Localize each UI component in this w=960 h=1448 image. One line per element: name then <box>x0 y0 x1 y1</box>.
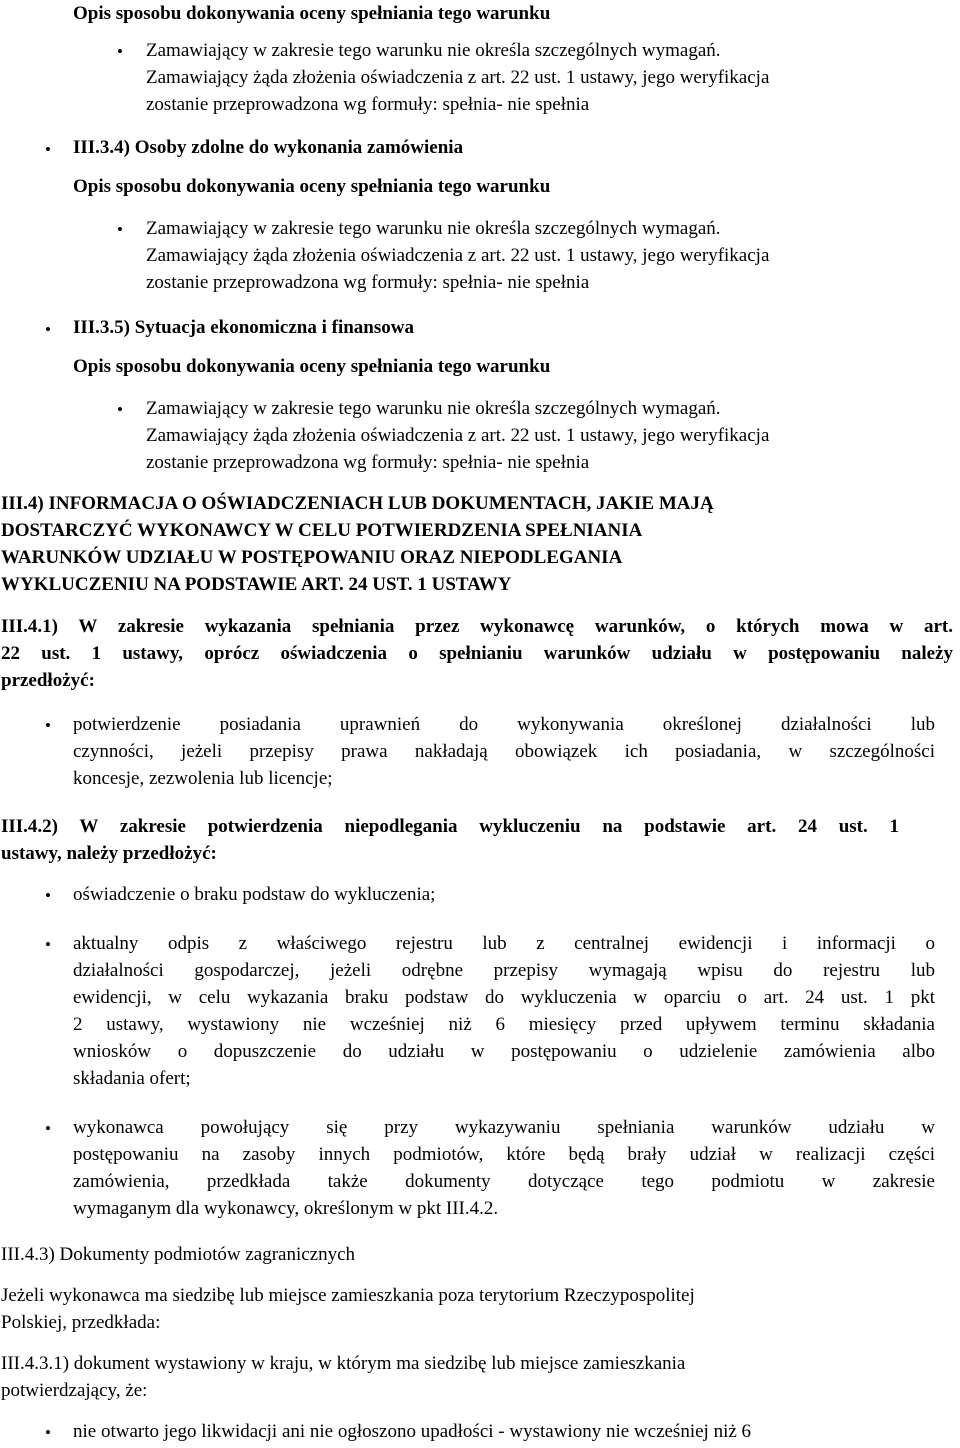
section-heading <box>73 0 550 27</box>
text-line: wniosków o dopuszczenie do udziału w postępowaniu o udzielenie zamówienia albo <box>73 1041 935 1062</box>
text-line: III.4.3.1) dokument wystawiony w kraju, w którym ma siedzibę lub miejsce zamieszkania <box>1 1353 686 1374</box>
section-heading <box>73 173 550 200</box>
text-line: nie otwarto jego likwidacji ani nie ogłoszono upadłości - wystawiony nie wcześniej niż 6 <box>73 1421 752 1442</box>
text-line: wykonawca powołujący się przy wykazywaniu spełniania warunków udziału w <box>73 1117 935 1138</box>
list-item <box>73 1114 935 1222</box>
list-item <box>73 881 435 908</box>
list-item <box>146 215 769 296</box>
text-line: zostanie przeprowadzona wg formuły: spełnia- nie spełnia <box>146 272 590 293</box>
list-item <box>146 395 769 476</box>
text-line: oświadczenie o braku podstaw do wykluczenia; <box>73 884 436 905</box>
text-line: Zamawiający w zakresie tego warunku nie określa szczególnych wymagań. <box>146 218 721 239</box>
title-text: III.4.3) Dokumenty podmiotów zagranicznych <box>1 1244 356 1265</box>
text-line: Polskiej, przedkłada: <box>1 1312 161 1333</box>
text-line: Zamawiający w zakresie tego warunku nie określa szczególnych wymagań. <box>146 40 721 61</box>
heading-line: WARUNKÓW UDZIAŁU W POSTĘPOWANIU ORAZ NIEPODLEGANIA <box>1 547 623 568</box>
text-line: Zamawiający żąda złożenia oświadczenia z art. 22 ust. 1 ustawy, jego weryfikacja <box>146 245 770 266</box>
subsection-title-iii-4-3 <box>1 1241 355 1268</box>
heading-line: WYKLUCZENIU NA PODSTAWIE ART. 24 UST. 1 USTAWY <box>1 574 512 595</box>
text-line: potwierdzenie posiadania uprawnień do wykonywania określonej działalności lub <box>73 714 935 735</box>
section-heading <box>73 353 550 380</box>
bullet-icon: • <box>45 886 51 905</box>
text-line: Zamawiający w zakresie tego warunku nie określa szczególnych wymagań. <box>146 398 721 419</box>
text-line: składania ofert; <box>73 1068 191 1089</box>
title-text: III.3.5) Sytuacja ekonomiczna i finansowa <box>73 317 414 338</box>
text-line: Jeżeli wykonawca ma siedzibę lub miejsce zamieszkania poza terytorium Rzeczypospolitej <box>1 1285 695 1306</box>
heading-line: III.4.1) W zakresie wykazania spełniania przez wykonawcę warunków, o których mowa w art. <box>1 616 953 637</box>
list-item <box>73 711 935 792</box>
title-text: III.3.4) Osoby zdolne do wykonania zamówienia <box>73 137 464 158</box>
subsection-iii-4-2 <box>1 813 899 867</box>
paragraph <box>1 1282 695 1336</box>
text-line: zostanie przeprowadzona wg formuły: spełnia- nie spełnia <box>146 94 590 115</box>
bullet-icon: • <box>45 320 51 339</box>
heading-line: przedłożyć: <box>1 670 95 691</box>
heading-text: Opis sposobu dokonywania oceny spełniania tego warunku <box>73 3 551 24</box>
text-line: koncesje, zezwolenia lub licencje; <box>73 768 333 789</box>
text-line: ewidencji, w celu wykazania braku podstaw do wykluczenia w oparciu o art. 24 ust. 1 pkt <box>73 987 935 1008</box>
bullet-icon: • <box>117 220 123 239</box>
bullet-icon: • <box>45 140 51 159</box>
heading-line: 22 ust. 1 ustawy, oprócz oświadczenia o spełnianiu warunków udziału w postępowaniu należy <box>1 643 953 664</box>
bullet-icon: • <box>45 1119 51 1138</box>
heading-text: Opis sposobu dokonywania oceny spełniania tego warunku <box>73 176 551 197</box>
bullet-icon: • <box>45 1423 51 1442</box>
list-item <box>73 930 935 1092</box>
text-line: Zamawiający żąda złożenia oświadczenia z art. 22 ust. 1 ustawy, jego weryfikacja <box>146 425 770 446</box>
paragraph <box>1 1350 685 1404</box>
section-title <box>73 314 414 341</box>
section-heading-iii-4 <box>1 490 714 598</box>
subsection-iii-4-1 <box>1 613 953 694</box>
list-item <box>73 1418 751 1445</box>
heading-line: DOSTARCZYĆ WYKONAWCY W CELU POTWIERDZENIA SPEŁNIANIA <box>1 520 643 541</box>
text-line: potwierdzający, że: <box>1 1380 148 1401</box>
text-line: zamówienia, przedkłada także dokumenty dotyczące tego podmiotu w zakresie <box>73 1171 935 1192</box>
text-line: aktualny odpis z właściwego rejestru lub z centralnej ewidencji i informacji o <box>73 933 935 954</box>
text-line: działalności gospodarczej, jeżeli odrębne przepisy wymagają wpisu do rejestru lub <box>73 960 935 981</box>
bullet-icon: • <box>117 42 123 61</box>
bullet-icon: • <box>117 400 123 419</box>
section-title <box>73 134 463 161</box>
text-line: wymaganym dla wykonawcy, określonym w pkt III.4.2. <box>73 1198 499 1219</box>
list-item <box>146 37 769 118</box>
bullet-icon: • <box>45 716 51 735</box>
text-line: Zamawiający żąda złożenia oświadczenia z art. 22 ust. 1 ustawy, jego weryfikacja <box>146 67 770 88</box>
heading-line: ustawy, należy przedłożyć: <box>1 843 217 864</box>
heading-text: Opis sposobu dokonywania oceny spełniania tego warunku <box>73 356 551 377</box>
text-line: 2 ustawy, wystawiony nie wcześniej niż 6 miesięcy przed upływem terminu składania <box>73 1014 935 1035</box>
text-line: czynności, jeżeli przepisy prawa nakładają obowiązek ich posiadania, w szczególności <box>73 741 935 762</box>
heading-line: III.4) INFORMACJA O OŚWIADCZENIACH LUB DOKUMENTACH, JAKIE MAJĄ <box>1 493 714 514</box>
heading-line: III.4.2) W zakresie potwierdzenia niepodlegania wykluczeniu na podstawie art. 24 ust. 1 <box>1 816 899 837</box>
text-line: zostanie przeprowadzona wg formuły: spełnia- nie spełnia <box>146 452 590 473</box>
text-line: postępowaniu na zasoby innych podmiotów, które będą brały udział w realizacji części <box>73 1144 935 1165</box>
bullet-icon: • <box>45 935 51 954</box>
